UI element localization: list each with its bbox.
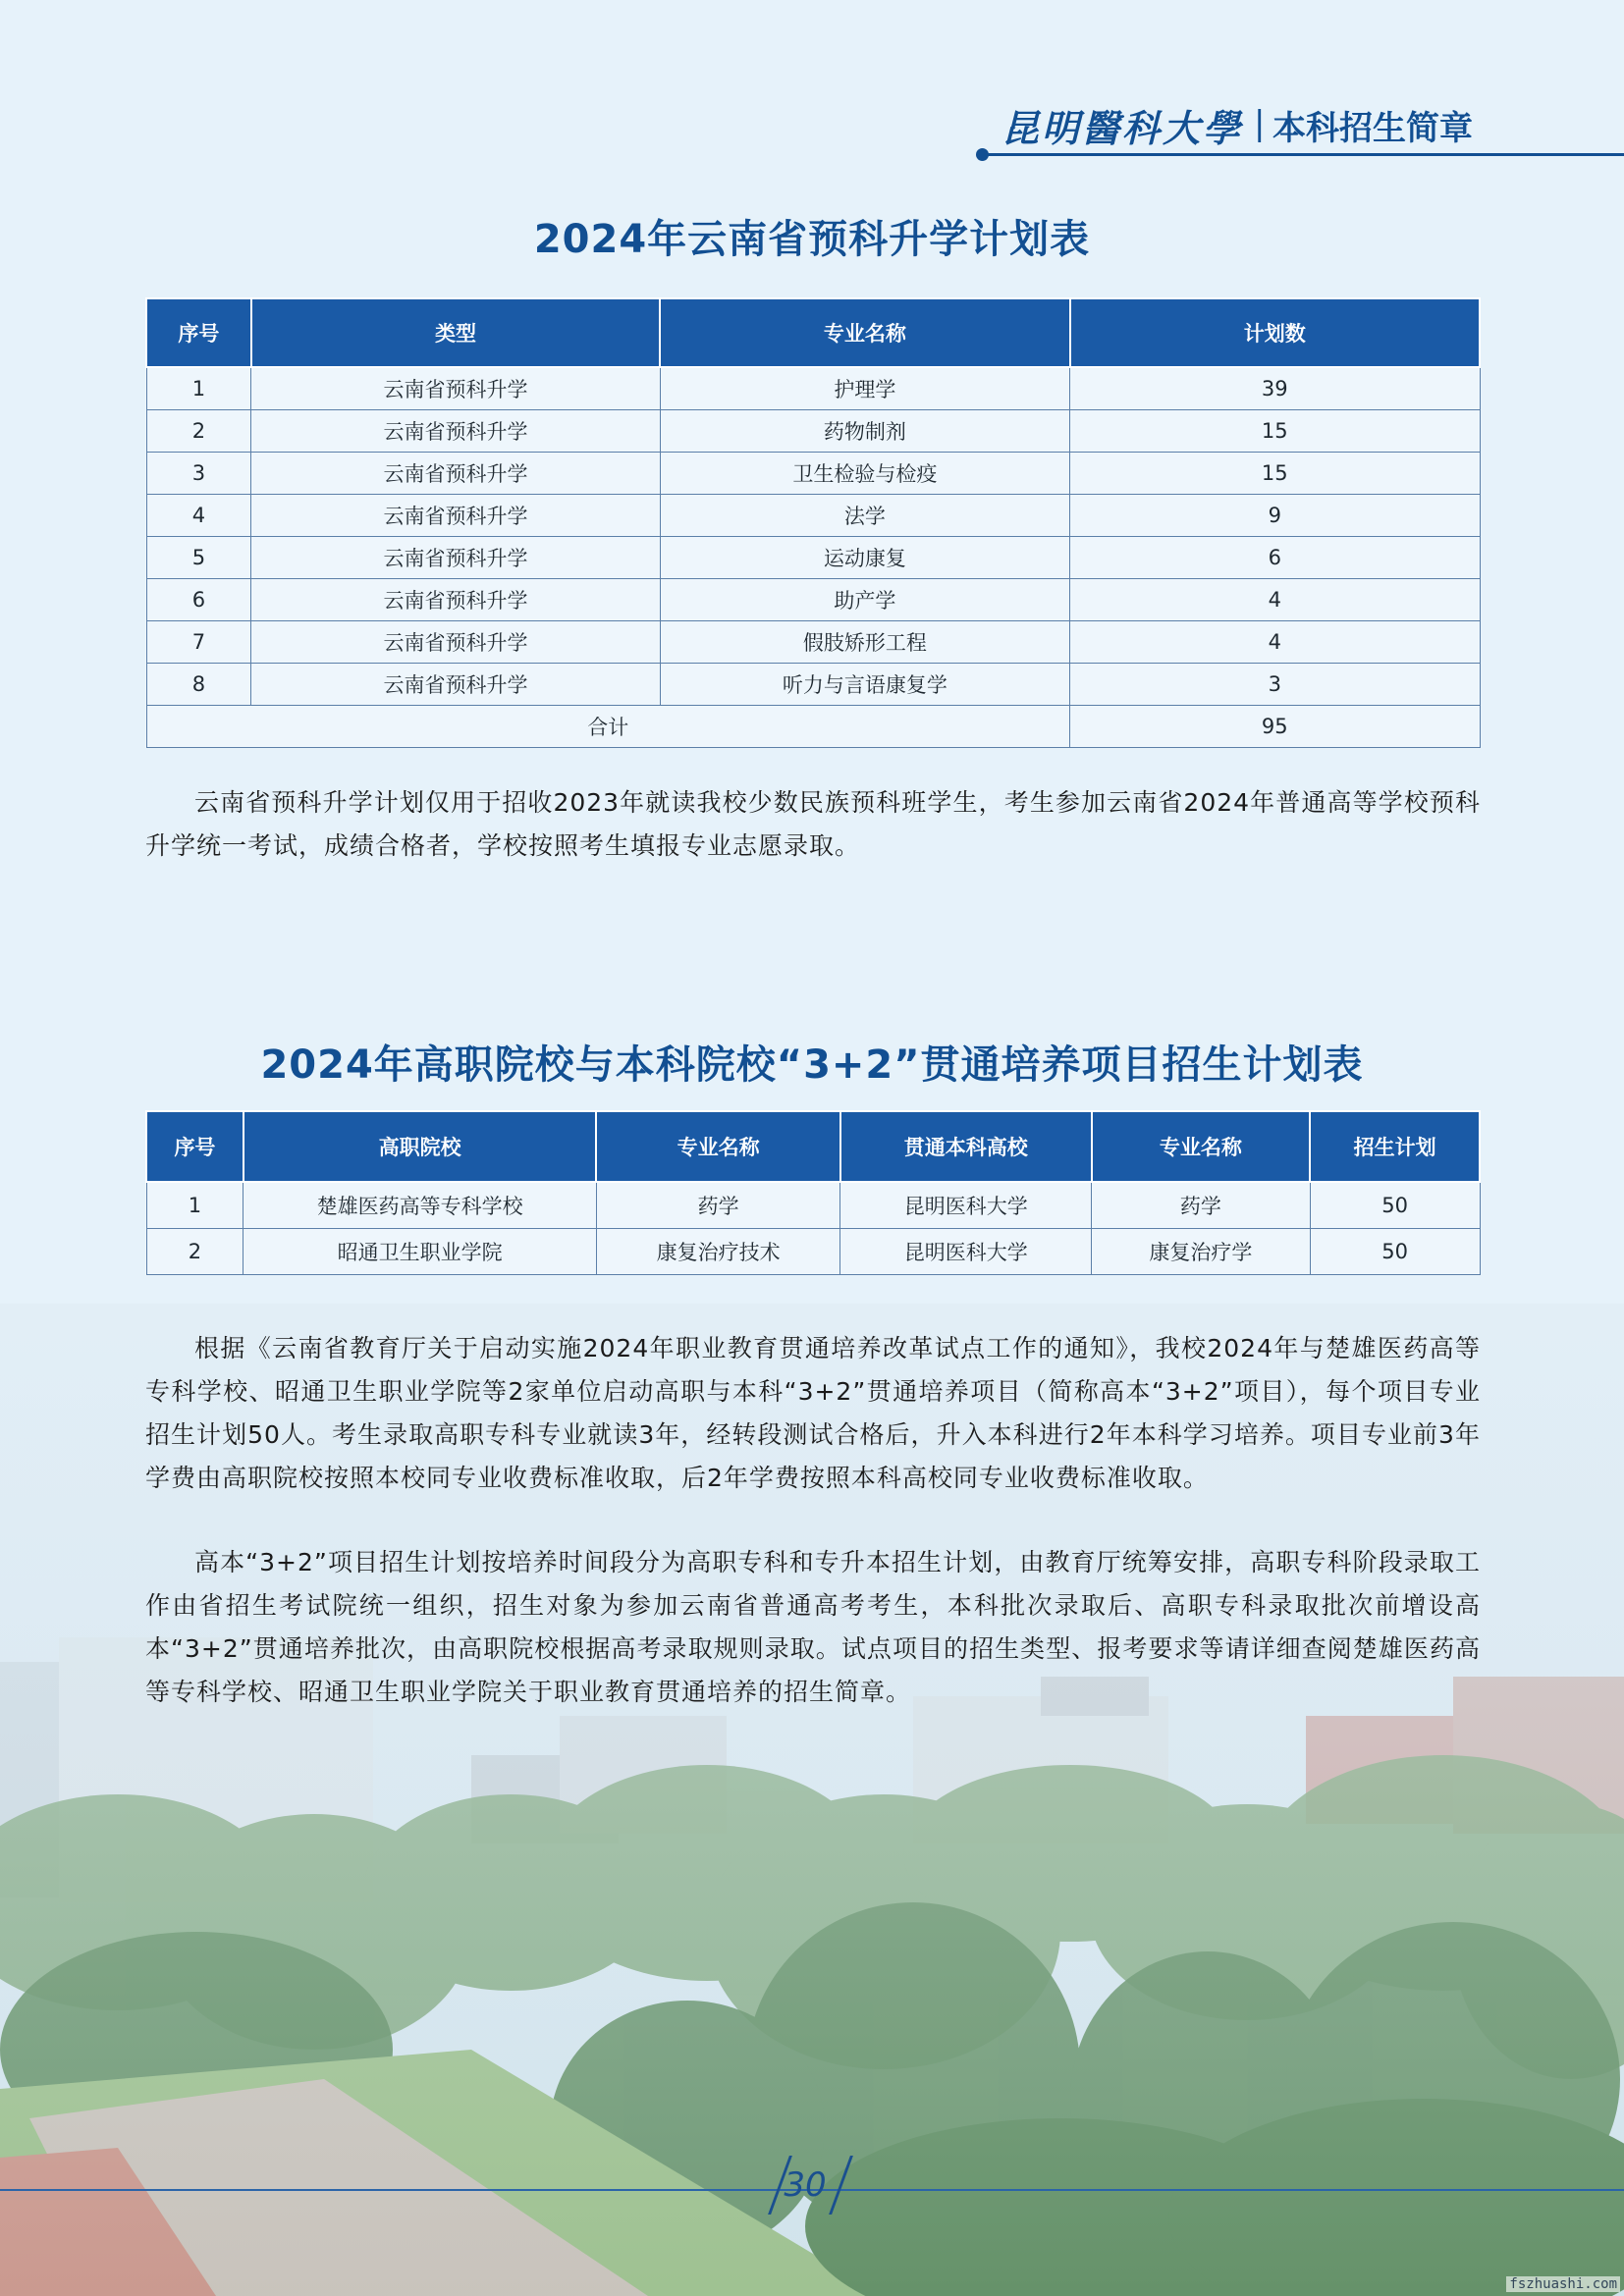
- table-row: [146, 664, 1480, 706]
- cell-major: 护理学: [660, 367, 1069, 410]
- cell-index: 8: [146, 664, 251, 706]
- header-rule: [988, 153, 1624, 156]
- page-header: [976, 98, 1624, 177]
- total-label: 合计: [146, 706, 1070, 748]
- cell-quota: 15: [1070, 453, 1480, 495]
- cell-major: 法学: [660, 495, 1069, 537]
- cell-quota: 3: [1070, 664, 1480, 706]
- cell-enrollment-quota: 50: [1310, 1182, 1480, 1229]
- cell-index: 7: [146, 621, 251, 664]
- cell-quota: 39: [1070, 367, 1480, 410]
- column-header-quota: 计划数: [1070, 298, 1480, 367]
- table-row: [146, 1229, 1480, 1275]
- cell-undergraduate-major: 药学: [1092, 1182, 1311, 1229]
- cell-major: 听力与言语康复学: [660, 664, 1069, 706]
- column-header-undergraduate-major: 专业名称: [1092, 1111, 1311, 1182]
- cell-index: 5: [146, 537, 251, 579]
- column-header-vocational-major: 专业名称: [596, 1111, 840, 1182]
- column-header-undergraduate-university: 贯通本科高校: [840, 1111, 1092, 1182]
- table-header-row: [146, 1111, 1480, 1182]
- joint-program-paragraph-1: 根据《云南省教育厅关于启动实施2024年职业教育贯通培养改革试点工作的通知》，我校2024年与楚雄医药高等专科学校、昭通卫生职业学院等2家单位启动高职与本科“3+2”贯通培养项目（简称高本“3+2”项目），每个项目专业招生计划50人。考生录取高职专科专业就读3年，经转段测试合格后，升入本科进行2年本科学习培养。项目专业前3年学费由高职院校按照本校同专业收费标准收取，后2年学费按照本科高校同专业收费标准收取。: [145, 1334, 1481, 1492]
- joint-program-paragraph-2: 高本“3+2”项目招生计划按培养时间段分为高职专科和专升本招生计划，由教育厅统筹安排，高职专科阶段录取工作由省招生考试院统一组织，招生对象为参加云南省普通高考考生，本科批次录取后、高职专科录取批次前增设高本“3+2”贯通培养批次，由高职院校根据高考录取规则录取。试点项目的招生类型、报考要求等请详细查阅楚雄医药高等专科学校、昭通卫生职业学院关于职业教育贯通培养的招生简章。: [145, 1548, 1481, 1706]
- total-row: [146, 706, 1480, 748]
- cell-index: 6: [146, 579, 251, 621]
- cell-quota: 9: [1070, 495, 1480, 537]
- cell-vocational-major: 药学: [596, 1182, 840, 1229]
- joint-program-plan-table: [145, 1110, 1481, 1275]
- table-row: [146, 410, 1480, 453]
- cell-type: 云南省预科升学: [251, 537, 660, 579]
- cell-quota: 6: [1070, 537, 1480, 579]
- total-value: 95: [1070, 706, 1480, 748]
- cell-type: 云南省预科升学: [251, 367, 660, 410]
- cell-type: 云南省预科升学: [251, 621, 660, 664]
- cell-index: 1: [146, 367, 251, 410]
- cell-index: 2: [146, 1229, 244, 1275]
- column-header-major: 专业名称: [660, 298, 1069, 367]
- cell-quota: 15: [1070, 410, 1480, 453]
- table-row: [146, 367, 1480, 410]
- cell-index: 4: [146, 495, 251, 537]
- preparatory-plan-title: 2024年云南省预科升学计划表: [533, 217, 1091, 262]
- cell-type: 云南省预科升学: [251, 453, 660, 495]
- column-header-type: 类型: [251, 298, 660, 367]
- site-watermark: fszhuashi.com: [1506, 2276, 1620, 2292]
- cell-quota: 4: [1070, 579, 1480, 621]
- table-row: [146, 453, 1480, 495]
- cell-vocational-college: 昭通卫生职业学院: [244, 1229, 596, 1275]
- column-header-index: 序号: [146, 298, 251, 367]
- header-separator: |: [1254, 104, 1266, 143]
- cell-undergraduate-university: 昆明医科大学: [840, 1182, 1092, 1229]
- column-header-index: 序号: [146, 1111, 244, 1182]
- table-header-row: [146, 298, 1480, 367]
- cell-vocational-major: 康复治疗技术: [596, 1229, 840, 1275]
- cell-index: 2: [146, 410, 251, 453]
- brochure-subtitle: 本科招生简章: [1272, 109, 1473, 148]
- table-row: [146, 495, 1480, 537]
- preparatory-plan-table: [145, 297, 1481, 748]
- column-header-enrollment-quota: 招生计划: [1310, 1111, 1480, 1182]
- cell-vocational-college: 楚雄医药高等专科学校: [244, 1182, 596, 1229]
- university-logo-text: 昆明醫科大學: [1001, 106, 1244, 150]
- cell-type: 云南省预科升学: [251, 410, 660, 453]
- page-number: 30: [784, 2165, 827, 2205]
- cell-type: 云南省预科升学: [251, 579, 660, 621]
- table-row: [146, 621, 1480, 664]
- cell-quota: 4: [1070, 621, 1480, 664]
- cell-undergraduate-university: 昆明医科大学: [840, 1229, 1092, 1275]
- joint-program-plan-title: 2024年高职院校与本科院校“3+2”贯通培养项目招生计划表: [260, 1042, 1364, 1088]
- cell-major: 卫生检验与检疫: [660, 453, 1069, 495]
- cell-type: 云南省预科升学: [251, 664, 660, 706]
- table-row: [146, 1182, 1480, 1229]
- cell-enrollment-quota: 50: [1310, 1229, 1480, 1275]
- cell-type: 云南省预科升学: [251, 495, 660, 537]
- cell-index: 3: [146, 453, 251, 495]
- cell-major: 助产学: [660, 579, 1069, 621]
- cell-index: 1: [146, 1182, 244, 1229]
- cell-major: 假肢矫形工程: [660, 621, 1069, 664]
- table-row: [146, 537, 1480, 579]
- cell-major: 运动康复: [660, 537, 1069, 579]
- preparatory-plan-note: 云南省预科升学计划仅用于招收2023年就读我校少数民族预科班学生，考生参加云南省2024年普通高等学校预科升学统一考试，成绩合格者，学校按照考生填报专业志愿录取。: [145, 788, 1481, 860]
- table-row: [146, 579, 1480, 621]
- cell-major: 药物制剂: [660, 410, 1069, 453]
- column-header-vocational-college: 高职院校: [244, 1111, 596, 1182]
- cell-undergraduate-major: 康复治疗学: [1092, 1229, 1311, 1275]
